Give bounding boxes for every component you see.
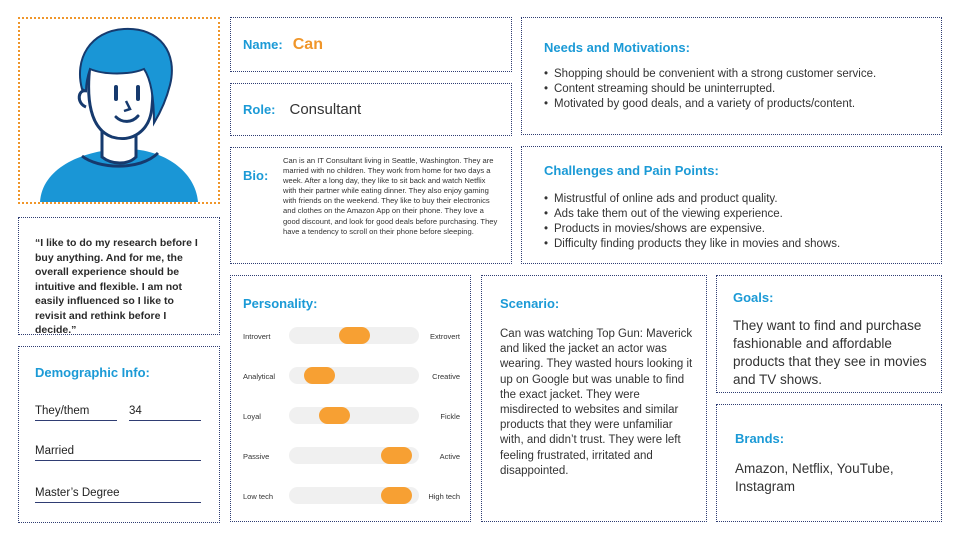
trait-right-label: Active xyxy=(439,452,460,461)
trait-row xyxy=(243,487,460,527)
brands-card xyxy=(716,404,942,522)
trait-slider-track xyxy=(289,327,419,344)
challenges-card xyxy=(521,146,942,264)
trait-slider-track xyxy=(289,367,419,384)
trait-right-label: Extrovert xyxy=(429,332,460,341)
trait-left-label: Loyal xyxy=(243,412,261,421)
trait-slider-knob xyxy=(319,407,350,424)
list-item: • Difficulty finding products they like in movies and shows. xyxy=(544,237,927,252)
demographic-title: Demographic Info: xyxy=(35,365,150,380)
brands-text: Amazon, Netflix, YouTube, Instagram xyxy=(735,461,894,494)
list-item: • Shopping should be convenient with a strong customer service. xyxy=(544,67,927,82)
challenges-title: Challenges and Pain Points: xyxy=(544,163,719,178)
role-label: Role: xyxy=(243,102,276,117)
bio-text: Can is an IT Consultant living in Seattle, Washington. They are married with no children. They work from home for two days a week. After a long day, they like to sit back and watch Netflix with their partner while eating dinner. They also enjoy gaming with friends on the weekend. They like to buy their electronics and clothes on the Amazon App on their phone. They love a good discount, and look for good deals before purchasing. They have a tendency to scroll on their phone before sleeping. xyxy=(283,156,498,236)
name-label: Name: xyxy=(243,37,283,52)
name-card xyxy=(230,17,512,72)
trait-slider-track xyxy=(289,407,419,424)
age-field: 34 xyxy=(129,405,201,421)
needs-list xyxy=(544,67,927,112)
list-item: • Ads take them out of the viewing experience. xyxy=(544,207,927,222)
trait-left-label: Introvert xyxy=(243,332,271,341)
personality-card xyxy=(230,275,471,522)
list-item: • Products in movies/shows are expensive. xyxy=(544,222,927,237)
trait-right-label: Fickle xyxy=(440,412,460,421)
persona-avatar-card xyxy=(18,17,220,204)
trait-row xyxy=(243,447,460,487)
challenges-list xyxy=(544,192,927,252)
goals-card xyxy=(716,275,942,393)
bio-card xyxy=(230,147,512,264)
personality-title: Personality: xyxy=(243,296,318,311)
bio-label: Bio: xyxy=(243,168,269,183)
scenario-card xyxy=(481,275,707,522)
role-card xyxy=(230,83,512,136)
pronouns-field: They/them xyxy=(35,405,117,421)
trait-row xyxy=(243,407,460,447)
persona-quote: “I like to do my research before I buy anything. And for me, the overall experience should be intuitive and flexible. I am not easily influenced so I like to revisit and rethink before I decide.” xyxy=(35,237,198,336)
trait-row xyxy=(243,367,460,407)
list-item: • Motivated by good deals, and a variety of products/content. xyxy=(544,97,927,112)
marital-status-field: Married xyxy=(35,445,201,461)
trait-slider-track xyxy=(289,487,419,504)
trait-left-label: Analytical xyxy=(243,372,276,381)
trait-right-label: Creative xyxy=(432,372,460,381)
name-value: Can xyxy=(292,35,323,53)
trait-left-label: Low tech xyxy=(243,492,274,501)
list-item: • Content streaming should be uninterrupted. xyxy=(544,82,927,97)
trait-slider-track xyxy=(289,447,419,464)
needs-card xyxy=(521,17,942,135)
trait-right-label: High tech xyxy=(428,492,460,501)
scenario-text: Can was watching Top Gun: Maverick and liked the jacket an actor was wearing. They wasted hours looking it up on Google but was unable to find the exact jacket. They were misdirected to websites and similar products that they were unfamiliar with, and didn’t trust. They were left feeling frustrated, irritated and disappointed. xyxy=(500,328,693,477)
needs-title: Needs and Motivations: xyxy=(544,40,690,55)
education-field: Master’s Degree xyxy=(35,487,201,503)
scenario-title: Scenario: xyxy=(500,296,560,311)
demographic-card xyxy=(18,346,220,523)
brands-title: Brands: xyxy=(735,431,785,446)
trait-slider-knob xyxy=(381,447,412,464)
list-item: • Mistrustful of online ads and product quality. xyxy=(544,192,927,207)
goals-text: They want to find and purchase fashionable and affordable products that they see in movies and TV shows. xyxy=(733,318,927,387)
trait-slider-knob xyxy=(381,487,412,504)
role-value: Consultant xyxy=(289,101,362,118)
trait-slider-knob xyxy=(304,367,335,384)
personality-traits xyxy=(243,327,460,527)
trait-row xyxy=(243,327,460,367)
persona-quote-card xyxy=(18,217,220,335)
persona-avatar-illustration xyxy=(20,19,218,202)
goals-title: Goals: xyxy=(733,290,774,305)
trait-slider-knob xyxy=(339,327,370,344)
trait-left-label: Passive xyxy=(243,452,270,461)
